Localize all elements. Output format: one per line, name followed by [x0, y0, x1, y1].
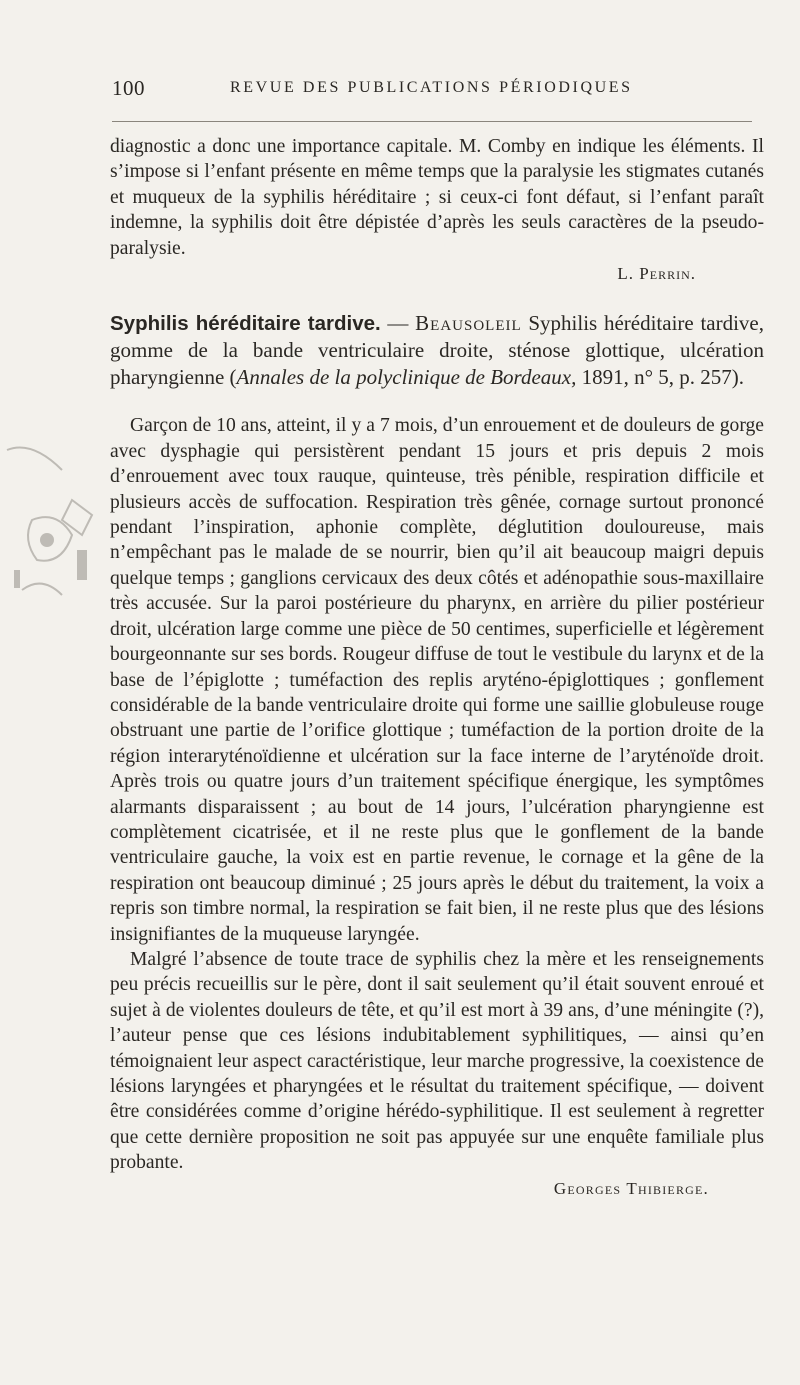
article-title: Syphilis héréditaire tardive.: [110, 312, 381, 336]
page-number: 100: [112, 76, 145, 100]
journal-name: Annales de la polyclinique de Bordeaux,: [236, 365, 577, 390]
article-signature: Georges Thibierge.: [553, 1178, 709, 1198]
previous-article-continuation: diagnostic a donc une importance capitale. M. Comby en indique les éléments. Il s’impose si l’enfant présente en même temps que la paralysie les stigmates cutanés et muqueux de la syphilis héréditaire ; si ceux-ci font défaut, si l’enfant paraît indemne, la syphilis doit être dépistée d’après les seuls caractères de la pseudo-paralysie.: [110, 136, 764, 259]
page-header: [112, 76, 752, 104]
article-paragraph-1: Garçon de 10 ans, atteint, il y a 7 mois, d’un enrouement et de douleurs de gorge avec dysphagie qui persistèrent pendant 15 jours et pris depuis 2 mois d’enrouement avec toux rauque, quinteuse, très pénible, respiration difficile et plusieurs accès de suffocation. Respiration très gênée, cornage surtout prononcé pendant l’inspiration, aphonie complète, déglutition douloureuse, mais n’empêchant pas le malade de se nourrir, bien qu’il ait beaucoup maigri depuis quelque temps ; ganglions cervicaux des deux côtés et adénopathie sous-maxillaire très accusée. Sur la paroi postérieure du pharynx, en arrière du pilier postérieur droit, ulcération large comme une pièce de 50 centimes, superficielle et légèrement bourgeonnante sur ses bords. Rougeur diffuse de tout le vestibule du larynx et de la base de l’épiglotte ; tuméfaction des replis aryténo-épiglottiques ; gonflement considérable de la bande ventriculaire droite qui forme une saillie globuleuse rouge obstruant une partie de l’orifice glottique ; tuméfaction de la portion droite de la région interaryténoïdienne et ulcération sur la face interne de l’aryténoïde droit. Après trois ou quatre jours d’un traitement spécifique énergique, les symptômes alarmants disparaissent ; au bout de 14 jours, l’ulcération pharyngienne est complètement cicatrisée, et il ne reste plus que le gonflement de la bande ventriculaire gauche, la voix est en partie revenue, le cornage et la gêne de la respiration ont beaucoup diminué ; 25 jours après le début du traitement, la voix a repris son timbre normal, la respiration se fait bien, il ne reste plus que des lésions insignifiantes de la muqueuse laryngée.: [110, 415, 764, 945]
library-stamp-bleedthrough: [2, 440, 102, 620]
article-reference: Syphilis héréditaire tardive, gomme de la bande ventriculaire droite, sténose glottique, ulcération pharyngienne (: [110, 311, 765, 390]
page-body: [110, 134, 764, 1201]
title-dash: —: [380, 311, 416, 336]
previous-article-signature: L. Perrin.: [617, 264, 696, 284]
article-paragraph-2: Malgré l’absence de toute trace de syphilis chez la mère et les renseignements peu précis recueillis sur le père, dont il sait seulement qu’il était souvent enroué et sujet à de violentes douleurs de tête, et qu’il est mort à 39 ans, d’une méningite (?), l’auteur pense que ces lésions indubitablement syphilitiques, — ainsi qu’en témoignaient leur aspect caractéristique, leur marche progressive, la coexistence de lésions laryngées et pharyngées et le résultat du traitement spécifique, — doivent être considérées comme d’origine hérédo-syphilitique. Il est seulement à regretter que cette dernière proposition ne soit pas appuyée sur une enquête familiale plus probante.: [110, 948, 764, 1174]
article-heading: [110, 310, 764, 391]
header-rule: [112, 121, 752, 122]
article-author: Beausoleil: [415, 311, 522, 336]
reference-end: 1891, n° 5, p. 257).: [576, 365, 744, 390]
running-title: REVUE DES PUBLICATIONS PÉRIODIQUES: [230, 79, 633, 96]
